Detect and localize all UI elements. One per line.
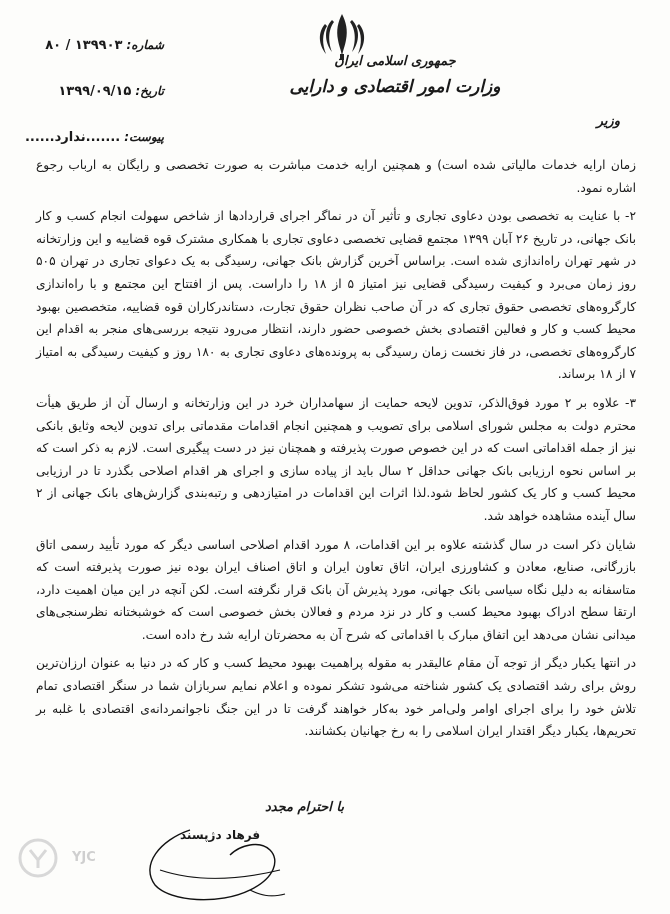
republic-title: جمهوری اسلامی ایران	[334, 54, 456, 69]
date-value: ۱۳۹۹/۰۹/۱۵	[58, 84, 132, 99]
paragraph-item-2: ۲- با عنایت به تخصصی بودن دعاوی تجاری و تأثیر آن در نماگر اجرای قراردادها از شاخص سهولت انجام کسب و کار بانک جهانی، در تاریخ ۲۶ آبان ۱۳۹۹ مجتمع قضایی تخصصی دعاوی تجاری با همکاری مشترک قوه قضاییه و این وزارتخانه در شهر تهران راه‌اندازی شده است. براساس آخرین گزارش بانک جهانی، رسیدگی به یک دعوای تجاری در تهران ۵۰۵ روز زمان می‌برد و کیفیت رسیدگی قضایی نیز امتیاز ۵ از ۱۸ را داراست. پس از افتتاح این مجتمع و با راه‌اندازی کارگروه‌های تخصصی حقوق تجاری که در آن صاحب نظران حقوق تجارت، دستاندرکاران قوه قضاییه، متخصصین بهبود محیط کسب و کار و فعالین اقتصادی بخش خصوصی حضور دارند، انتظار می‌رود نتیجه بررسی‌های منجر به اقدام این کارگروه‌های تخصصی، در فاز نخست زمان رسیدگی به پرونده‌های دعاوی تجاری به ۱۸۰ روز و کیفیت رسیدگی به امتیاز ۷ از ۱۸ برساند.	[36, 209, 636, 382]
paragraph-reforms: شایان ذکر است در سال گذشته علاوه بر این اقدامات، ۸ مورد اقدام اصلاحی اساسی دیگر که مورد تأیید رسمی اتاق بازرگانی، صنایع، معادن و کشاورزی ایران، اتاق تعاون ایران و اتاق اصناف ایران بوده نیز صورت پذیرفته است که متاسفانه به دلیل نگاه سیاسی بانک جهانی، مورد پذیرش آن بانک قرار نگرفته است. لکن آنچه در این میان اهمیت دارد، ارتقا سطح ادراک بهبود محیط کسب و کار در نزد مردم و فعالان بخش خصوصی است که خوشبختانه نظرسنجی‌های میدانی نشان می‌دهد این اتفاق مبارک با اقداماتی که شرح آن به محضرتان ارایه شد رخ داده است.	[36, 537, 637, 642]
yjc-logo-icon	[12, 836, 112, 880]
paragraph-conclusion: در انتها یکبار دیگر از توجه آن مقام عالیقدر به مقوله پراهمیت بهبود محیط کسب و کار که در دنیا به عنوان ارزان‌ترین روش برای رشد اقتصادی یک کشور شناخته می‌شود تشکر نموده و اعلام نمایم سربازان شما در سنگر اقتصادی تمام تلاش خود را برای اجرای اوامر ولی‌امر خود به‌کار خواهند گرفت تا در این جنگ ناجوانمردانه‌ی اقتصادی با غلبه بر تحریم‌ها، یکبار دیگر اقتدار ایران اسلامی را به رخ جهانیان بکشانند.	[36, 656, 636, 739]
minister-title: وزیر	[596, 114, 620, 129]
paragraph-intro: زمان ارایه خدمات مالیاتی شده است) و همچنین ارایه خدمت مباشرت به صورت تخصصی و رایگان به ارباب رجوع اشاره نمود.	[36, 158, 636, 195]
signer-name: فرهاد دژپسند	[180, 828, 261, 842]
closing-salutation: با احترام مجدد	[265, 800, 345, 815]
letter-date-row	[14, 84, 164, 108]
letter-attachment-row	[14, 130, 164, 154]
number-value: ۸۰ / ۱۳۹۹۰۳	[45, 38, 123, 53]
attachment-label: پیوست:	[124, 130, 164, 144]
ministry-title: وزارت امور اقتصادی و دارایی	[289, 77, 501, 97]
letter-body	[36, 154, 636, 749]
handwritten-signature	[130, 810, 300, 910]
number-label: شماره:	[126, 38, 164, 52]
watermark-text: YJC	[72, 850, 96, 865]
letter-number-row	[14, 38, 164, 62]
date-label: تاریخ:	[135, 84, 164, 98]
letterhead	[0, 0, 670, 150]
ministry-header	[270, 54, 520, 97]
attachment-value: ......ندارد.......	[24, 130, 121, 145]
paragraph-item-3: ۳- علاوه بر ۲ مورد فوق‌الذکر، تدوین لایحه حمایت از سهامداران خرد در این وزارتخانه و ارسال آن از طریق هیأت محترم دولت به مجلس شورای اسلامی برای تصویب و همچنین انجام اقدامات مقدماتی برای تدوین لایحه وثایق بانکی نیز از جمله اقداماتی است که در این خصوص صورت پذیرفته و همچنان نیز در دست پیگیری است. لازم به ذکر است که بر اساس نحوه ارزیابی بانک جهانی حداقل ۲ سال باید از پیاده سازی و اجرای هر اقدام اصلاحی بگذرد تا در ارزیابی محیط کسب و کار یک کشور لحاظ شود.لذا اثرات این اقدامات در امتیازدهی و رتبه‌بندی گزارش‌های بانک جهانی از ۲ سال آینده مشاهده خواهد شد.	[36, 395, 637, 523]
